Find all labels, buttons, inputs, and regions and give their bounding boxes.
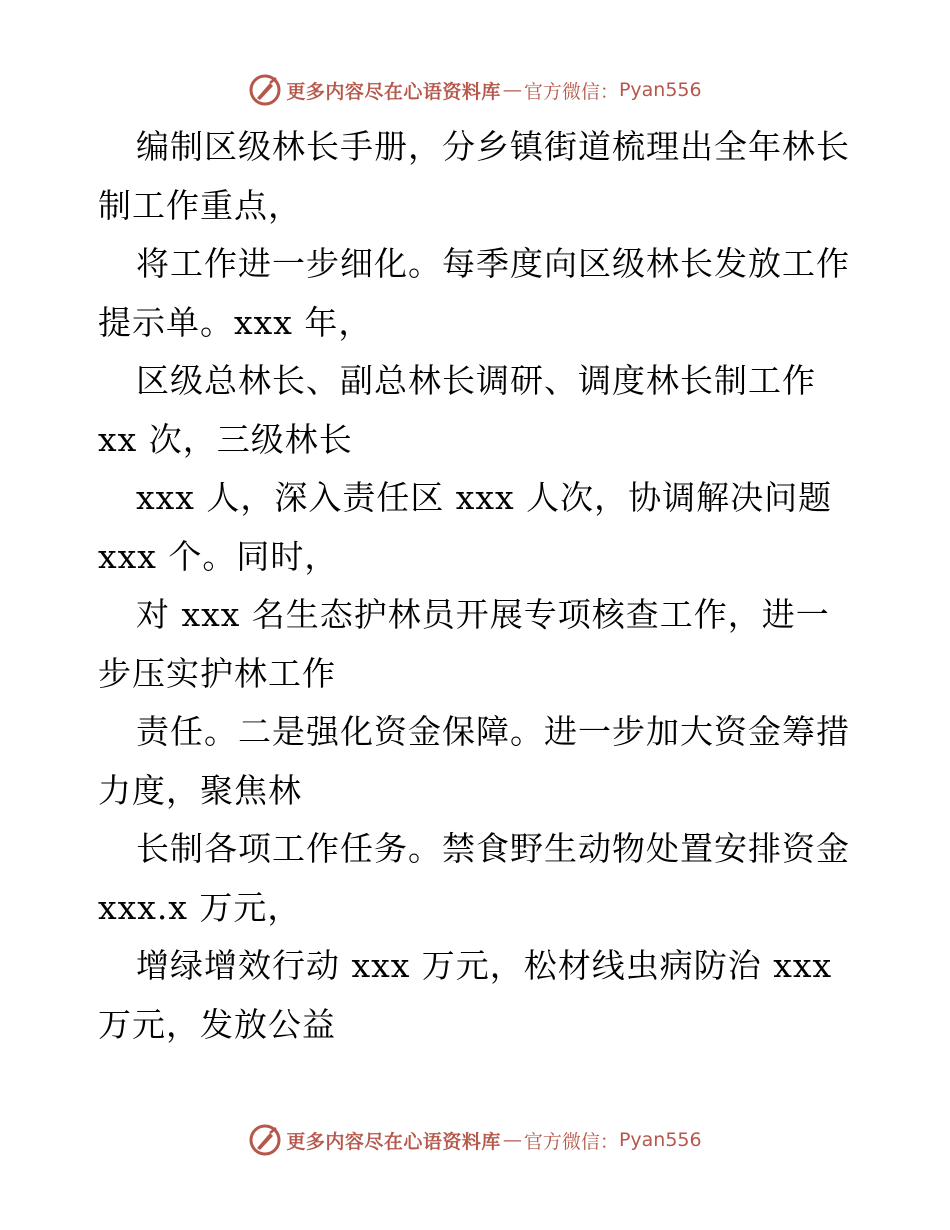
paragraph-line: 区级总林长、副总林长调研、调度林长制工作	[136, 361, 816, 400]
paragraph-line: 提示单。xxx 年，	[98, 302, 373, 342]
paragraph-line: 力度，聚焦林	[98, 770, 302, 810]
paragraph-line: xxx 个。同时，	[98, 536, 339, 576]
watermark-dash: —	[502, 79, 522, 101]
header-watermark	[0, 70, 950, 110]
footer-watermark	[0, 1120, 950, 1160]
paragraph-line: xxx.x 万元，	[98, 887, 302, 927]
paragraph-line: 步压实护林工作	[98, 653, 336, 693]
watermark-wechat-label: 官方微信：	[523, 80, 619, 103]
paragraph-line: 制工作重点，	[98, 185, 302, 225]
paragraph-line: 将工作进一步细化。每季度向区级林长发放工作	[136, 244, 850, 283]
watermark-brand: 更多内容尽在心语资料库	[286, 1130, 501, 1153]
paragraph-line: xxx 人，深入责任区 xxx 人次，协调解决问题	[136, 478, 833, 517]
watermark-wechat-label: 官方微信：	[523, 1130, 619, 1153]
watermark-brand: 更多内容尽在心语资料库	[286, 80, 501, 103]
watermark-dash: —	[502, 1129, 522, 1151]
watermark-handle: Pyan556	[618, 79, 702, 101]
paragraph-line: 责任。二是强化资金保障。进一步加大资金筹措	[136, 712, 850, 751]
watermark-handle: Pyan556	[618, 1129, 702, 1151]
quill-logo-icon	[248, 1123, 282, 1157]
quill-logo-icon	[248, 73, 282, 107]
document-body	[98, 118, 858, 1054]
paragraph-line: xx 次，三级林长	[98, 419, 353, 459]
paragraph-line: 万元，发放公益	[98, 1004, 336, 1044]
paragraph-line: 增绿增效行动 xxx 万元，松材线虫病防治 xxx	[136, 946, 833, 985]
paragraph-line: 编制区级林长手册，分乡镇街道梳理出全年林长	[136, 127, 850, 166]
paragraph-line: 长制各项工作任务。禁食野生动物处置安排资金	[136, 829, 850, 868]
paragraph-line: 对 xxx 名生态护林员开展专项核查工作，进一	[136, 595, 830, 634]
